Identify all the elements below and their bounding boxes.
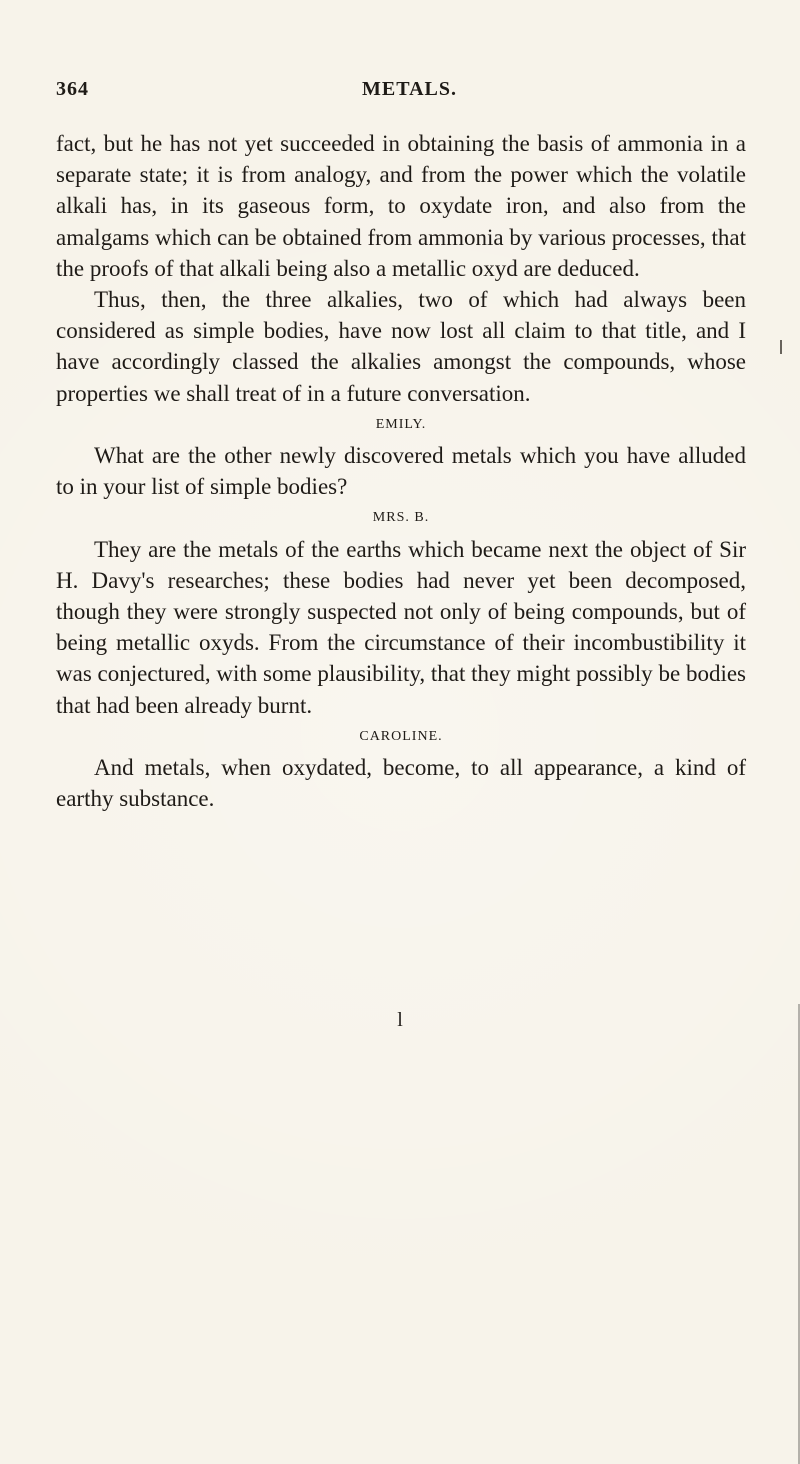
paragraph-3: What are the other newly discovered metals which you have alluded to in your list of simple bodies? [56, 443, 746, 500]
paragraph-5: And metals, when oxydated, become, to all appearance, a kind of earthy substance. [56, 755, 746, 812]
page-header [56, 78, 746, 108]
page-marker: l [397, 1009, 403, 1031]
paragraph-4: They are the metals of the earths which became next the object of Sir H. Davy's researches; these bodies had never yet been decomposed, though they were strongly suspected not only of being compounds, but of being metallic oxyds. From the circumstance of their incombustibility it was conjectured, with some plausibility, that they might possibly be bodies that had been already burnt. [56, 536, 746, 718]
speaker-label-mrs-b: MRS. B. [372, 510, 430, 526]
page-number: 364 [56, 78, 89, 100]
speaker-label-emily: EMILY. [375, 416, 427, 432]
speaker-label-caroline: CAROLINE. [359, 728, 443, 744]
margin-mark [780, 340, 782, 354]
paragraph-1: fact, but he has not yet succeeded in obtaining the basis of ammonia in a separate state; it is from analogy, and from the power which the volatile alkali has, in its gaseous form, to oxydate iron, and also from the amalgams which can be obtained from ammonia by various processes, that the proofs of that alkali being also a metallic oxyd are deduced. [56, 131, 746, 281]
paragraph-2: Thus, then, the three alkalies, two of which had always been considered as simple bodies, have now lost all claim to that title, and I have accordingly classed the alkalies amongst the compounds, whose properties we shall treat of in a future conversation. [56, 287, 746, 406]
main-text [56, 128, 746, 814]
page-edge-shadow [758, 1004, 800, 1464]
running-head: METALS. [362, 78, 457, 100]
